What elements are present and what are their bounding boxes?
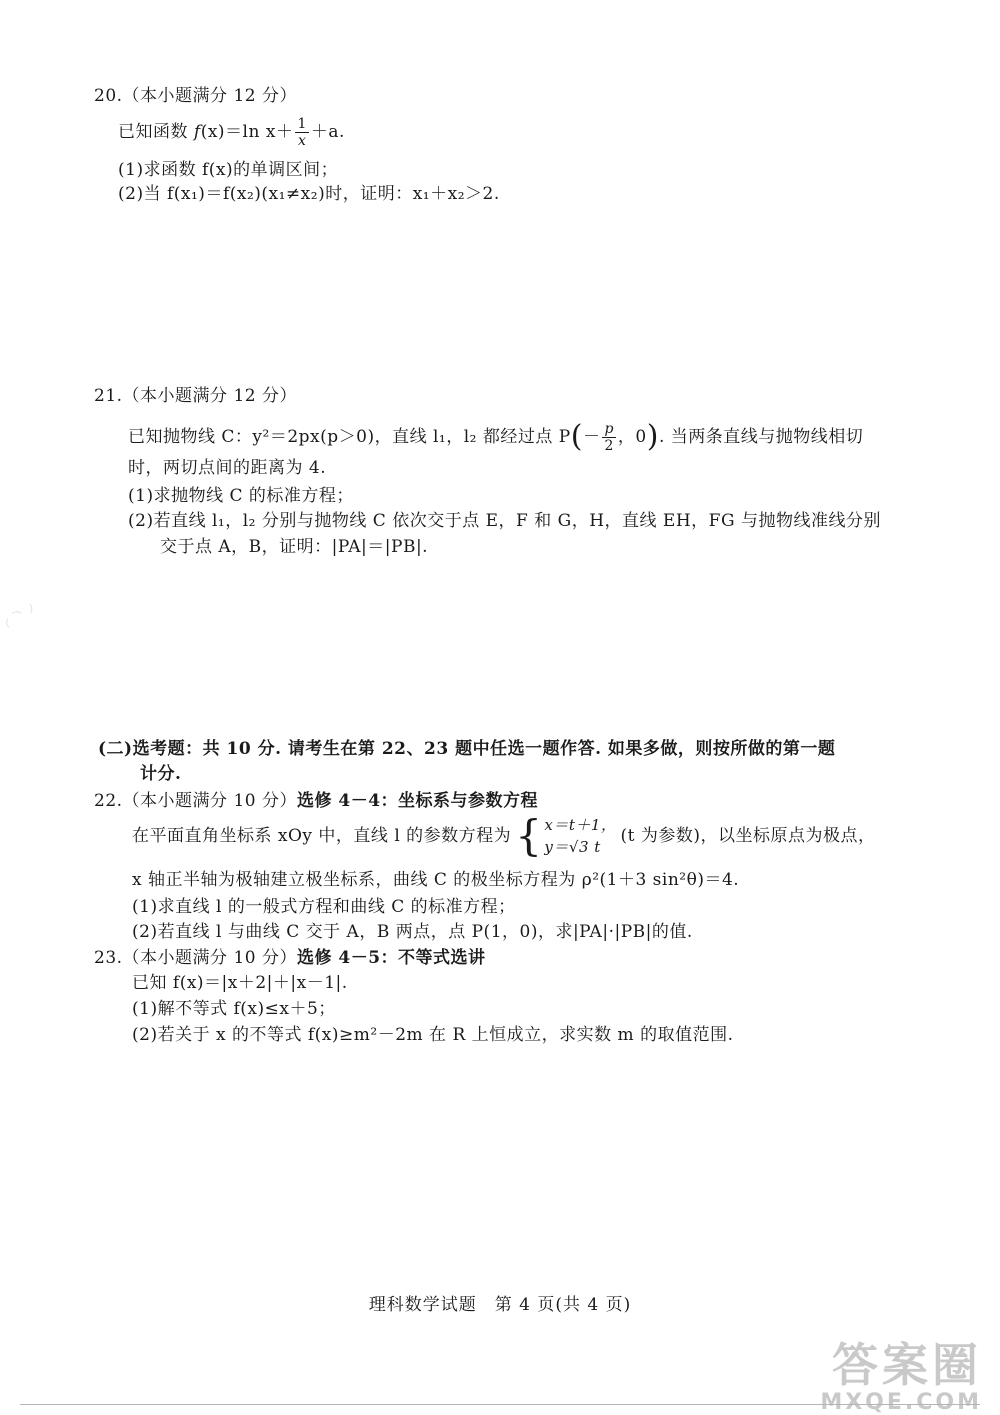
- q20-part2: (2)当 f(x₁)＝f(x₂)(x₁≠x₂)时，证明：x₁＋x₂＞2.: [118, 184, 500, 204]
- q20-heading: 20.（本小题满分 12 分）: [94, 86, 297, 106]
- parametric-system: x＝t＋1， y＝√3 t: [544, 816, 617, 856]
- page-footer: 理科数学试题 第 4 页(共 4 页): [368, 1295, 632, 1315]
- q21-fraction: $\frac{p}{2}$: [604, 421, 614, 454]
- q23-part1: (1)解不等式 f(x)≤x＋5；: [132, 999, 336, 1019]
- q22-part1: (1)求直线 l 的一般式方程和曲线 C 的标准方程；: [132, 897, 516, 917]
- q21-part1: (1)求抛物线 C 的标准方程；: [128, 486, 354, 506]
- q22-part2: (2)若直线 l 与曲线 C 交于 A，B 两点，点 P(1，0)，求|PA|·|PB|的值.: [132, 922, 693, 942]
- q21-stem-continued: 时，两切点间的距离为 4.: [128, 458, 327, 478]
- watermark-logo-text: 答案圈: [832, 1338, 982, 1392]
- elective-instructions: (二)选考题：共 10 分. 请考生在第 22、23 题中任选一题作答. 如果多做，则按所做的第一题: [98, 739, 836, 759]
- q21-part2: (2)若直线 l₁，l₂ 分别与抛物线 C 依次交于点 E，F 和 G，H，直线 EH，FG 与抛物线准线分别: [128, 511, 881, 531]
- q21-part2-continued: 交于点 A，B，证明：|PA|＝|PB|.: [160, 537, 429, 557]
- q22-stem-continued: x 轴正半轴为极轴建立极坐标系，曲线 C 的极坐标方程为 ρ²(1＋3 sin²θ)＝4.: [132, 870, 740, 890]
- bottom-rule: [20, 1404, 980, 1405]
- q22-stem: 在平面直角坐标系 xOy 中，直线 l 的参数方程为{ x＝t＋1， y＝√3 t (t 为参数)，以坐标原点为极点，: [132, 811, 876, 860]
- q20-part1: (1)求函数 f(x)的单调区间；: [118, 160, 339, 180]
- q21-heading: 21.（本小题满分 12 分）: [94, 386, 297, 406]
- q23-heading: 23.（本小题满分 10 分）选修 4－5：不等式选讲: [94, 948, 486, 968]
- q22-heading: 22.（本小题满分 10 分）选修 4－4：坐标系与参数方程: [94, 791, 539, 811]
- elective-instructions-continued: 计分.: [140, 764, 182, 784]
- equation-brace: {: [515, 811, 543, 860]
- side-stamp-mark: ◜ ◝ ◞: [0, 595, 38, 635]
- watermark-url: MXQE.COM: [820, 1390, 982, 1415]
- q20-stem: 已知函数 f(x)＝ln x＋ $\frac{1}{x}$ ＋a.: [118, 116, 345, 149]
- q21-stem: 已知抛物线 C：y²＝2px(p＞0)，直线 l₁，l₂ 都经过点 P(－ $\frac{p}{2}$ ，0). 当两条直线与抛物线相切: [128, 419, 864, 454]
- q23-part2: (2)若关于 x 的不等式 f(x)≥m²－2m 在 R 上恒成立，求实数 m 的取值范围.: [132, 1025, 734, 1045]
- q20-fraction: $\frac{1}{x}$: [297, 116, 307, 149]
- q23-stem: 已知 f(x)＝|x＋2|＋|x－1|.: [132, 973, 348, 993]
